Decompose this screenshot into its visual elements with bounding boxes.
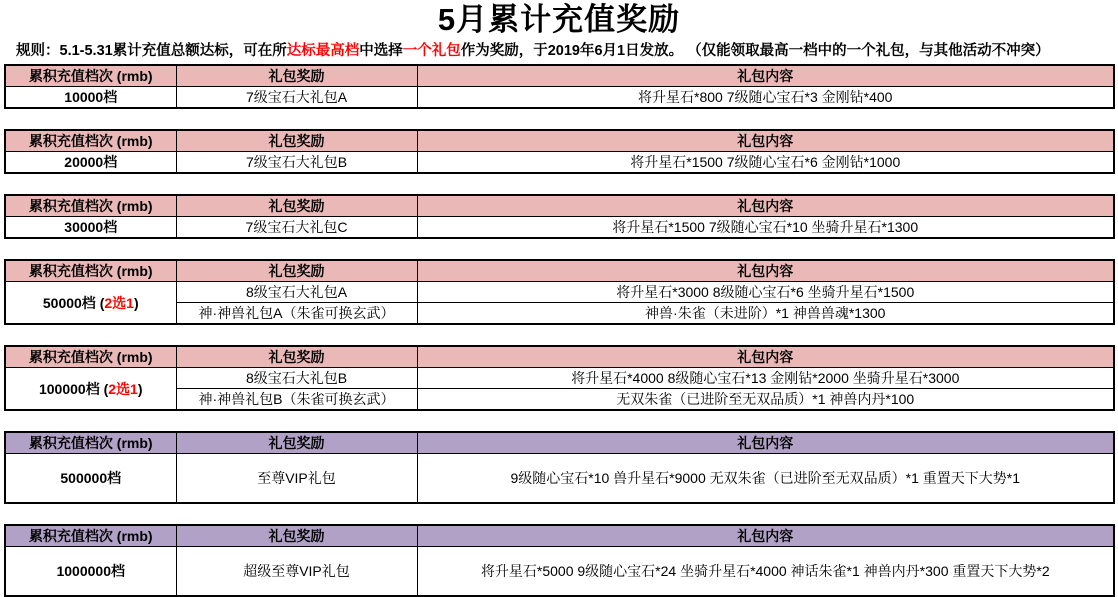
page-title: 5月累计充值奖励	[437, 2, 681, 37]
header-row	[5, 195, 1114, 217]
column-header-tier: 累积充值档次 (rmb)	[5, 432, 176, 454]
reward-table	[4, 64, 1115, 109]
tier-cell	[5, 368, 176, 411]
text-segment: 500000档	[60, 470, 122, 486]
header-row	[5, 260, 1114, 282]
table-row	[5, 87, 1114, 109]
table-row	[5, 152, 1114, 174]
text-segment: 100000档 (	[38, 380, 109, 397]
column-header-content: 礼包内容	[417, 65, 1114, 87]
column-header-pack: 礼包奖励	[176, 65, 417, 87]
header-row	[5, 130, 1114, 152]
tier-cell	[5, 217, 176, 239]
content-cell: 无双朱雀（已进阶至无双品质）*1 神兽内丹*100	[417, 389, 1114, 411]
highlight-red-text: 达标最高档	[286, 43, 360, 59]
column-header-pack: 礼包奖励	[176, 432, 417, 454]
content-cell: 将升星石*800 7级随心宝石*3 金刚钻*400	[417, 87, 1114, 109]
text-segment: 50000档 (	[42, 294, 105, 311]
text-segment: 规则：5.1-5.31累计充值总额达标，可在所	[16, 43, 287, 59]
column-header-content: 礼包内容	[417, 432, 1114, 454]
column-header-tier: 累积充值档次 (rmb)	[5, 130, 176, 152]
text-segment: 10000档	[64, 89, 118, 105]
highlight-red-text: 2选1	[108, 380, 138, 397]
pack-cell: 8级宝石大礼包A	[176, 282, 417, 303]
text-segment: 1000000档	[56, 563, 125, 579]
reward-table	[4, 345, 1115, 411]
reward-table	[4, 431, 1115, 504]
table-row	[5, 217, 1114, 239]
table-row	[5, 368, 1114, 389]
table-row	[5, 547, 1114, 597]
header-row	[5, 432, 1114, 454]
text-segment: )	[137, 380, 143, 397]
content-cell: 将升星石*1500 7级随心宝石*6 金刚钻*1000	[417, 152, 1114, 174]
column-header-tier: 累积充值档次 (rmb)	[5, 195, 176, 217]
column-header-content: 礼包内容	[417, 130, 1114, 152]
content-cell: 神兽·朱雀（未进阶）*1 神兽兽魂*1300	[417, 303, 1114, 325]
column-header-tier: 累积充值档次 (rmb)	[5, 346, 176, 368]
reward-table	[4, 194, 1115, 239]
reward-table	[4, 259, 1115, 325]
tables-container	[0, 64, 1118, 597]
pack-cell: 神·神兽礼包B（朱雀可换玄武）	[176, 389, 417, 411]
text-segment: 中选择	[359, 43, 403, 59]
header-row	[5, 346, 1114, 368]
column-header-pack: 礼包奖励	[176, 130, 417, 152]
rules-text	[0, 41, 1118, 61]
column-header-pack: 礼包奖励	[176, 260, 417, 282]
column-header-tier: 累积充值档次 (rmb)	[5, 65, 176, 87]
column-header-content: 礼包内容	[417, 260, 1114, 282]
text-segment: 30000档	[64, 219, 118, 235]
content-cell: 9级随心宝石*10 兽升星石*9000 无双朱雀（已进阶至无双品质）*1 重置天下大势*1	[417, 454, 1114, 504]
highlight-red-text: 一个礼包	[402, 43, 461, 59]
table-row	[5, 282, 1114, 303]
text-segment: 作为奖励，于2019年6月1日发放。 （仅能领取最高一档中的一个礼包，与其他活动不冲突）	[460, 43, 1050, 59]
column-header-pack: 礼包奖励	[176, 525, 417, 547]
content-cell: 将升星石*1500 7级随心宝石*10 坐骑升星石*1300	[417, 217, 1114, 239]
column-header-tier: 累积充值档次 (rmb)	[5, 260, 176, 282]
column-header-tier: 累积充值档次 (rmb)	[5, 525, 176, 547]
header-row	[5, 525, 1114, 547]
column-header-content: 礼包内容	[417, 525, 1114, 547]
tier-cell	[5, 454, 176, 504]
text-segment: 20000档	[64, 154, 118, 170]
content-cell: 将升星石*4000 8级随心宝石*13 金刚钻*2000 坐骑升星石*3000	[417, 368, 1114, 389]
table-row	[5, 454, 1114, 504]
content-cell: 将升星石*5000 9级随心宝石*24 坐骑升星石*4000 神话朱雀*1 神兽内丹*300 重置天下大势*2	[417, 547, 1114, 597]
tier-cell	[5, 282, 176, 325]
reward-table	[4, 524, 1115, 597]
column-header-content: 礼包内容	[417, 346, 1114, 368]
pack-cell: 至尊VIP礼包	[176, 454, 417, 504]
column-header-content: 礼包内容	[417, 195, 1114, 217]
text-segment: )	[133, 294, 139, 311]
pack-cell: 7级宝石大礼包A	[176, 87, 417, 109]
content-cell: 将升星石*3000 8级随心宝石*6 坐骑升星石*1500	[417, 282, 1114, 303]
column-header-pack: 礼包奖励	[176, 346, 417, 368]
pack-cell: 7级宝石大礼包C	[176, 217, 417, 239]
column-header-pack: 礼包奖励	[176, 195, 417, 217]
pack-cell: 超级至尊VIP礼包	[176, 547, 417, 597]
reward-table	[4, 129, 1115, 174]
tier-cell	[5, 152, 176, 174]
highlight-red-text: 2选1	[104, 294, 134, 311]
header-row	[5, 65, 1114, 87]
tier-cell	[5, 87, 176, 109]
pack-cell: 8级宝石大礼包B	[176, 368, 417, 389]
pack-cell: 神·神兽礼包A（朱雀可换玄武）	[176, 303, 417, 325]
tier-cell	[5, 547, 176, 597]
pack-cell: 7级宝石大礼包B	[176, 152, 417, 174]
